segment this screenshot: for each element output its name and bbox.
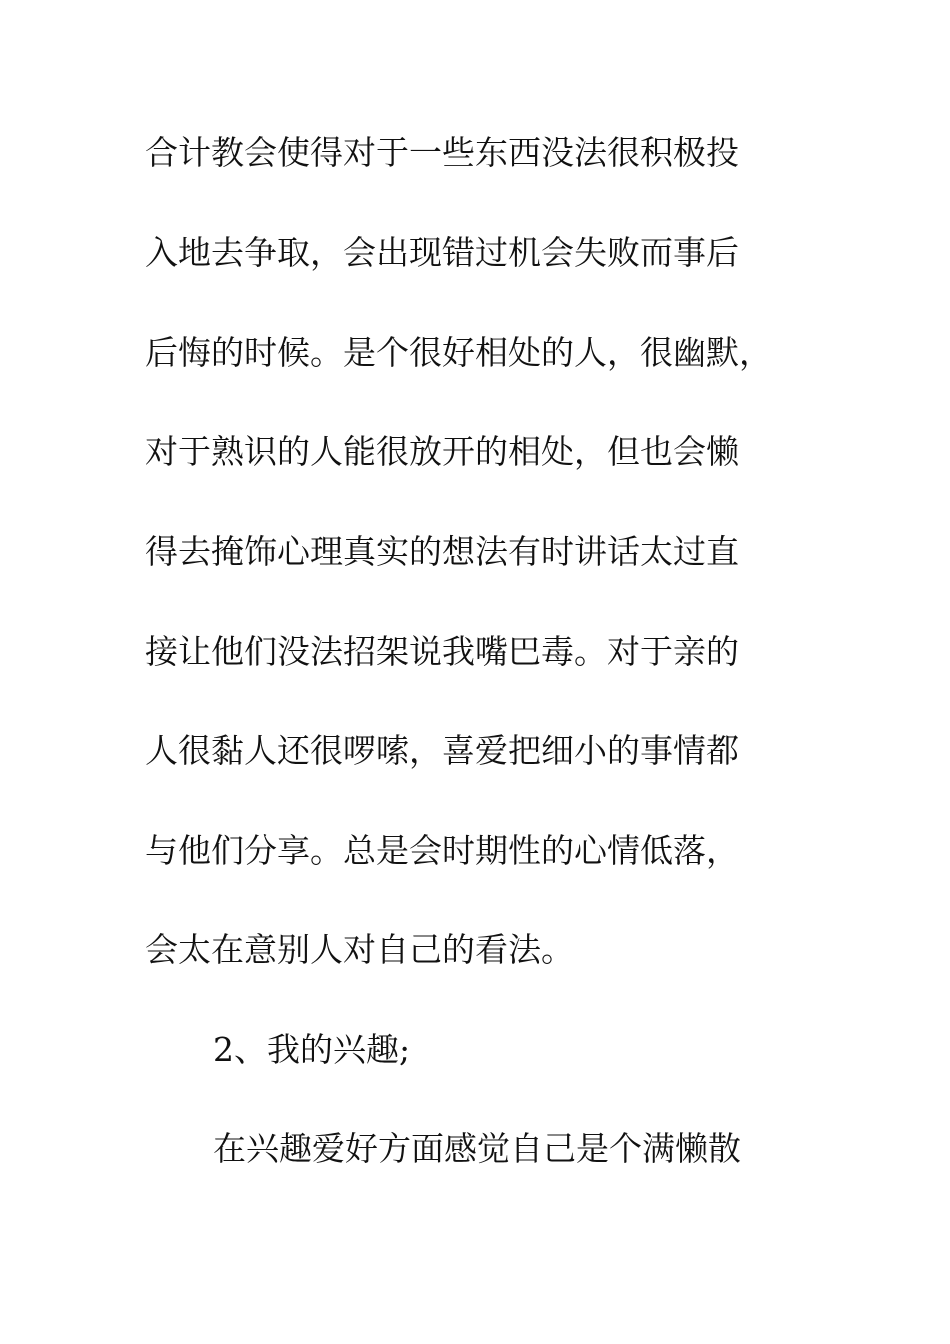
text-line: 入地去争取，会出现错过机会失败而事后 xyxy=(145,233,739,272)
section-heading: 2、我的兴趣; xyxy=(213,1030,411,1069)
text-line: 人很黏人还很啰嗦，喜爱把细小的事情都 xyxy=(145,731,739,770)
paragraph-first-line: 在兴趣爱好方面感觉自己是个满懒散 xyxy=(213,1129,741,1168)
text-line: 得去掩饰心理真实的想法有时讲话太过直 xyxy=(145,532,739,571)
text-line: 会太在意别人对自己的看法。 xyxy=(145,930,574,969)
text-line: 接让他们没法招架说我嘴巴毒。对于亲的 xyxy=(145,632,739,671)
text-line: 与他们分享。总是会时期性的心情低落， xyxy=(145,831,739,870)
text-line: 后悔的时候。是个很好相处的人，很幽默， xyxy=(145,333,772,372)
text-line: 合计教会使得对于一些东西没法很积极投 xyxy=(145,133,739,172)
text-line: 对于熟识的人能很放开的相处，但也会懒 xyxy=(145,432,739,471)
